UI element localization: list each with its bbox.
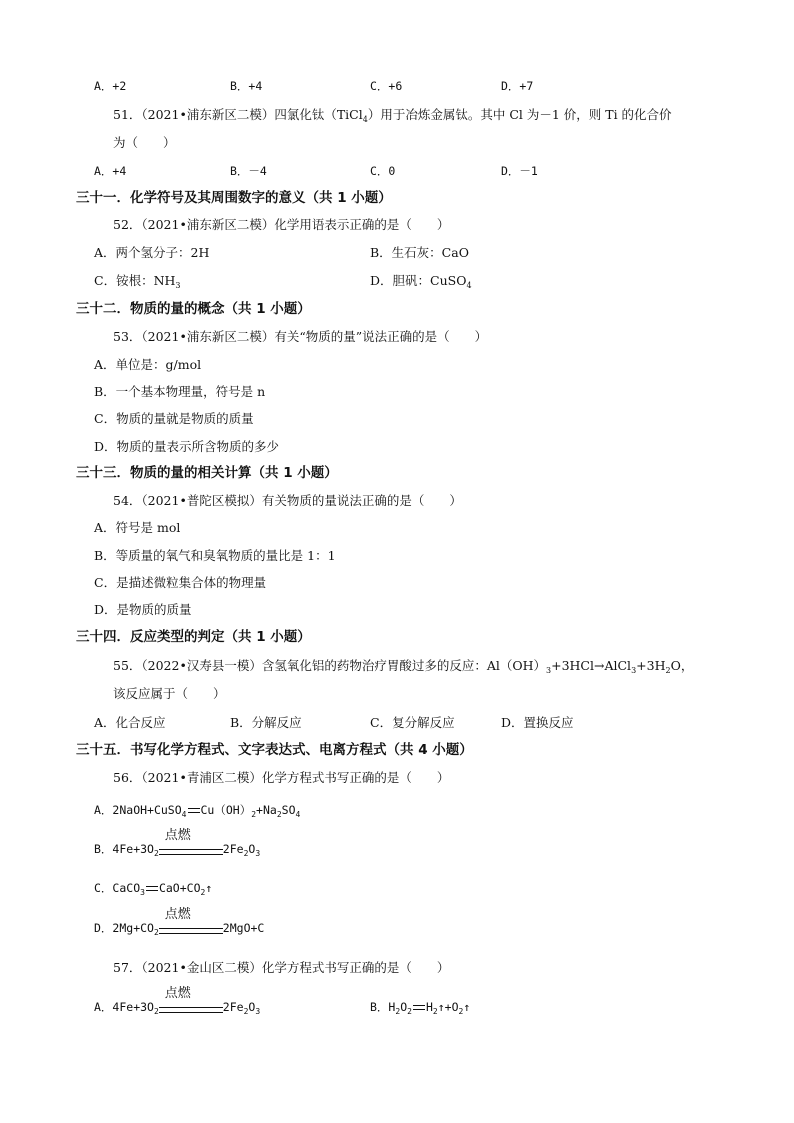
- q57-b-sub3: 2: [432, 1007, 438, 1016]
- q51-option-a: A．+4: [94, 164, 127, 178]
- q53-option-b: B．一个基本物理量，符号是 n: [94, 384, 266, 399]
- q57-b-sub2: 2: [407, 1007, 412, 1016]
- q51-stem-part1: 51．（2021•浦东新区二模）四氯化钛（TiCl: [113, 107, 363, 122]
- q57-b-part4: +O: [444, 1000, 459, 1014]
- gas-arrow-icon: ↑: [463, 1000, 471, 1014]
- q56-c-sub1: 3: [140, 888, 145, 897]
- q56-d-sub1: 2: [153, 928, 159, 937]
- q50-option-a: A．+2: [94, 79, 127, 93]
- q57-b-part3: H: [425, 1000, 433, 1014]
- q54-option-c: C．是描述微粒集合体的物理量: [94, 575, 267, 590]
- q56-c-part2: CaO+CO: [158, 881, 201, 895]
- q53-option-c: C．物质的量就是物质的质量: [94, 411, 254, 426]
- q57-option-a: [94, 985, 261, 1021]
- q51-stem-part2: ）用于冶炼金属钛。其中 Cl 为－1 价，则 Ti 的化合价: [367, 107, 672, 122]
- q57-a-part3: O: [248, 1000, 256, 1014]
- q56-c-part1: C．CaCO: [94, 881, 141, 895]
- q57-b-part2: O: [400, 1000, 408, 1014]
- q51-option-d: D．－1: [501, 164, 538, 178]
- q55-option-a: A．化合反应: [94, 715, 166, 730]
- q56-a-part1: A．2NaOH+CuSO: [94, 803, 182, 817]
- q55-stem-cont: 该反应属于（ ）: [113, 686, 226, 701]
- q56-a-sub3: 2: [276, 810, 282, 819]
- q55-sub2: 3: [631, 666, 637, 675]
- q51-sub: 4: [362, 115, 368, 124]
- q56-a-sub4: 4: [295, 810, 301, 819]
- q51-stem-cont: 为（ ）: [113, 135, 176, 150]
- q57-a-sub1: 2: [153, 1007, 159, 1016]
- q56-a-part3: +Na: [256, 803, 277, 817]
- reaction-condition-label: 点燃: [164, 827, 191, 843]
- q52-d-sub: 4: [466, 281, 472, 290]
- q57-a-sub2: 2: [243, 1007, 249, 1016]
- q56-b-part3: O: [248, 842, 256, 856]
- equals-sign-icon: [188, 808, 200, 813]
- q55-option-d: D．置换反应: [501, 715, 574, 730]
- q57-b-sub1: 2: [395, 1007, 401, 1016]
- q56-option-b: [94, 827, 261, 863]
- q54-option-d: D．是物质的质量: [94, 602, 192, 617]
- q56-a-part2: Cu（OH）: [200, 803, 252, 817]
- q50-option-b: B．+4: [230, 79, 263, 93]
- q56-option-d: [94, 906, 265, 942]
- reaction-condition-arrow: [159, 906, 223, 938]
- q51-stem: [113, 106, 672, 129]
- q53-option-d: D．物质的量表示所含物质的多少: [94, 439, 280, 454]
- q53-option-a: A．单位是：g/mol: [94, 357, 202, 372]
- section-35-heading: 三十五．书写化学方程式、文字表达式、电离方程式（共 4 小题）: [76, 742, 473, 758]
- q55-stem-part4: O，: [670, 658, 694, 673]
- double-line-icon: [159, 849, 223, 855]
- q56-b-sub1: 2: [153, 849, 159, 858]
- reaction-condition-arrow: [159, 985, 223, 1017]
- q57-a-part2: 2Fe: [222, 1000, 244, 1014]
- reaction-condition-label: 点燃: [164, 906, 191, 922]
- q55-sub3: 2: [665, 666, 671, 675]
- q56-b-part2: 2Fe: [222, 842, 244, 856]
- double-line-icon: [159, 928, 223, 934]
- q52-option-c: [94, 272, 181, 295]
- q51-option-b: B．－4: [230, 164, 267, 178]
- q56-c-sub2: 2: [200, 888, 206, 897]
- q56-b-sub2: 2: [243, 849, 249, 858]
- q52-option-d: [370, 272, 472, 295]
- section-32-heading: 三十二．物质的量的概念（共 1 小题）: [76, 301, 311, 317]
- q56-option-c: [94, 879, 212, 902]
- q53-stem: 53．（2021•浦东新区二模）有关“物质的量”说法正确的是（ ）: [113, 329, 488, 344]
- q52-stem: 52．（2021•浦东新区二模）化学用语表示正确的是（ ）: [113, 217, 450, 232]
- q55-option-c: C．复分解反应: [370, 715, 455, 730]
- q55-option-b: B．分解反应: [230, 715, 302, 730]
- q56-a-part4: SO: [281, 803, 296, 817]
- section-31-heading: 三十一．化学符号及其周围数字的意义（共 1 小题）: [76, 190, 392, 206]
- equals-sign-icon: [146, 886, 158, 891]
- q57-a-part1: A．4Fe+3O: [94, 1000, 154, 1014]
- q55-stem-part1: 55．（2022•汉寿县一模）含氢氧化铝的药物治疗胃酸过多的反应：Al（OH）: [113, 658, 547, 673]
- q52-d-text: D．胆矾：CuSO: [370, 273, 467, 288]
- q52-c-text: C．铵根：NH: [94, 273, 176, 288]
- q50-option-c: C．+6: [370, 79, 403, 93]
- double-line-icon: [159, 1007, 223, 1013]
- q55-stem: [113, 657, 693, 680]
- q57-option-b: [370, 998, 470, 1021]
- q52-option-a: A．两个氢分子：2H: [94, 245, 210, 260]
- equals-sign-icon: [413, 1005, 425, 1010]
- q56-b-part1: B．4Fe+3O: [94, 842, 154, 856]
- section-33-heading: 三十三．物质的量的相关计算（共 1 小题）: [76, 465, 338, 481]
- reaction-condition-label: 点燃: [164, 985, 191, 1001]
- q50-option-d: D．+7: [501, 79, 534, 93]
- q56-b-sub3: 3: [255, 849, 261, 858]
- q54-stem: 54．（2021•普陀区模拟）有关物质的量说法正确的是（ ）: [113, 493, 462, 508]
- q56-a-sub2: 2: [251, 810, 257, 819]
- q57-b-sub4: 2: [458, 1007, 464, 1016]
- q57-a-sub3: 3: [255, 1007, 261, 1016]
- q54-option-a: A．符号是 mol: [94, 520, 181, 535]
- q52-c-sub: 3: [175, 281, 181, 290]
- gas-arrow-icon: ↑: [205, 881, 213, 895]
- q55-stem-part3: +3H: [636, 658, 666, 673]
- q51-option-c: C．0: [370, 164, 396, 178]
- q55-sub1: 3: [546, 666, 552, 675]
- gas-arrow-icon: ↑: [437, 1000, 445, 1014]
- reaction-condition-arrow: [159, 827, 223, 859]
- q56-stem: 56．（2021•青浦区二模）化学方程式书写正确的是（ ）: [113, 770, 450, 785]
- q57-b-part1: B．H: [370, 1000, 396, 1014]
- q56-d-part1: D．2Mg+CO: [94, 921, 154, 935]
- q57-stem: 57．（2021•金山区二模）化学方程式书写正确的是（ ）: [113, 960, 450, 975]
- q55-stem-part2: +3HCl→AlCl: [551, 658, 632, 673]
- q54-option-b: B．等质量的氧气和臭氧物质的量比是 1：1: [94, 548, 336, 563]
- q56-a-sub1: 4: [181, 810, 187, 819]
- q56-option-a: [94, 801, 300, 824]
- q56-d-part2: 2MgO+C: [222, 921, 265, 935]
- section-34-heading: 三十四．反应类型的判定（共 1 小题）: [76, 629, 311, 645]
- q52-option-b: B．生石灰：CaO: [370, 245, 469, 260]
